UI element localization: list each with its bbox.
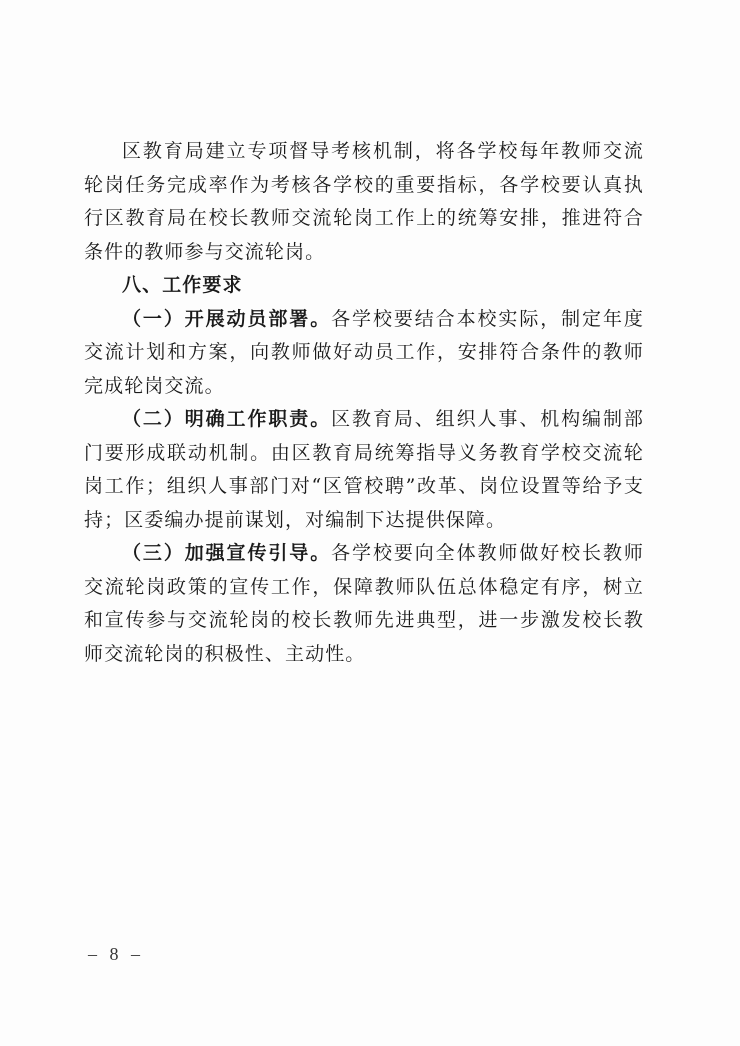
item-lead: （二）明确工作职责。 (122, 408, 332, 430)
paragraph-supervision (84, 135, 644, 269)
paragraph-text: 区教育局建立专项督导考核机制，将各学校每年教师交流轮岗任务完成率作为考核各学校的重要指标，各学校要认真执行区教育局在校长教师交流轮岗工作上的统筹安排，推进符合条件的教师参与交流轮岗。 (84, 140, 644, 263)
item-text: 各学校要向全体教师做好校长教师交流轮岗政策的宣传工作，保障教师队伍总体稳定有序，树立和宣传参与交流轮岗的校长教师先进典型，进一步激发校长教师交流轮岗的积极性、主动性。 (84, 542, 644, 665)
item-text: 区教育局、组织人事、机构编制部门要形成联动机制。由区教育局统筹指导义务教育学校交流轮岗工作；组织人事部门对“区管校聘”改革、岗位设置等给予支持；区委编办提前谋划，对编制下达提供保障。 (84, 408, 644, 531)
item-lead: （一）开展动员部署。 (122, 307, 332, 330)
item-text: 各学校要结合本校实际，制定年度交流计划和方案，向教师做好动员工作，安排符合条件的教师完成轮岗交流。 (84, 307, 644, 397)
page-number: – 8 – (88, 944, 144, 964)
paragraph-item-1 (84, 303, 644, 404)
paragraph-item-3 (84, 537, 644, 671)
section-heading (84, 269, 644, 303)
document-body (84, 135, 644, 671)
item-lead: （三）加强宣传引导。 (122, 542, 332, 564)
heading-text: 八、工作要求 (122, 274, 243, 296)
paragraph-item-2 (84, 403, 644, 537)
